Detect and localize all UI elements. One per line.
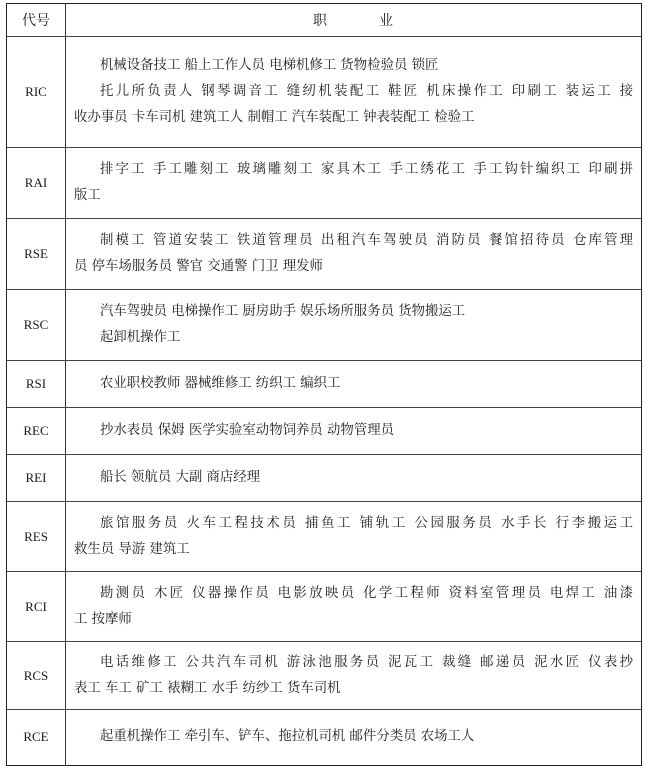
row-code: RAI — [24, 175, 48, 190]
table-header-row — [7, 4, 641, 37]
occupation-line: 勘测员 木匠 仪器操作员 电影放映员 化学工程师 资料室管理员 电焊工 油漆 — [100, 585, 633, 601]
table-row — [7, 219, 641, 290]
row-code: RCI — [25, 598, 47, 614]
table-row — [7, 455, 641, 502]
row-code: RIC — [25, 84, 47, 99]
header-code: 代号 — [22, 14, 50, 29]
row-code: RSE — [24, 246, 48, 261]
row-code: RES — [24, 528, 48, 544]
row-occupations — [74, 502, 633, 571]
table-row — [7, 290, 641, 361]
table-row — [7, 502, 641, 572]
table-row — [7, 361, 641, 408]
occupation-line: 船长 领航员 大副 商店经理 — [100, 470, 261, 485]
table-row — [7, 710, 641, 764]
occupation-line: 农业职校教师 器械维修工 纺织工 编织工 — [100, 376, 341, 391]
table-row — [7, 408, 641, 455]
occupation-line: 抄水表员 保姆 医学实验室动物饲养员 动物管理员 — [100, 423, 394, 438]
row-occupations — [74, 572, 633, 641]
row-occupations — [74, 642, 633, 709]
occupation-line: 收办事员 卡车司机 建筑工人 制帽工 汽车装配工 钟表装配工 检验工 — [74, 110, 475, 125]
occupation-line: 起重机操作工 牵引车、铲车、拖拉机司机 邮件分类员 农场工人 — [100, 729, 475, 744]
occupation-line: 制模工 管道安装工 铁道管理员 出租汽车驾驶员 消防员 餐馆招待员 仓库管理 — [100, 233, 633, 248]
occupation-line: 电话维修工 公共汽车司机 游泳池服务员 泥瓦工 裁缝 邮递员 泥水匠 仪表抄 — [100, 654, 633, 670]
occupation-table — [6, 3, 642, 766]
table-row — [7, 37, 641, 148]
occupation-line: 表工 车工 矿工 裱糊工 水手 纺纱工 货车司机 — [74, 680, 341, 696]
occupation-line: 工 按摩师 — [74, 611, 132, 627]
occupation-line: 员 停车场服务员 警官 交通警 门卫 理发师 — [74, 259, 323, 274]
row-occupations — [74, 219, 633, 289]
occupation-line: 起卸机操作工 — [100, 330, 181, 345]
occupation-line: 救生员 导游 建筑工 — [74, 541, 190, 557]
occupation-line: 旅馆服务员 火车工程技术员 捕鱼工 铺轨工 公园服务员 水手长 行李搬运工 — [100, 515, 633, 531]
row-code: RSC — [23, 317, 49, 332]
row-code: RCS — [23, 667, 49, 683]
row-occupations — [74, 710, 633, 764]
occupation-line: 机械设备技工 船上工作人员 电梯机修工 货物检验员 锁匠 — [100, 58, 439, 73]
row-occupations — [74, 455, 633, 501]
table-row — [7, 642, 641, 710]
header-occupation: 职业 — [313, 13, 445, 29]
row-code: REI — [25, 470, 47, 485]
occupation-line: 排字工 手工雕刻工 玻璃雕刻工 家具木工 手工绣花工 手工钩针编织工 印刷拼 — [100, 162, 633, 177]
row-code: REC — [23, 423, 49, 438]
occupation-line: 版工 — [74, 188, 101, 203]
row-occupations — [74, 408, 633, 454]
occupation-line: 汽车驾驶员 电梯操作工 厨房助手 娱乐场所服务员 货物搬运工 — [100, 304, 466, 319]
row-occupations — [74, 361, 633, 407]
table-row — [7, 572, 641, 642]
table-row — [7, 148, 641, 219]
row-code: RSI — [25, 376, 47, 391]
row-occupations — [74, 37, 633, 147]
row-code: RCE — [23, 729, 49, 744]
occupation-line: 托儿所负责人 钢琴调音工 缝纫机装配工 鞋匠 机床操作工 印刷工 装运工 接 — [100, 84, 633, 99]
row-occupations — [74, 148, 633, 218]
row-occupations — [74, 290, 633, 360]
